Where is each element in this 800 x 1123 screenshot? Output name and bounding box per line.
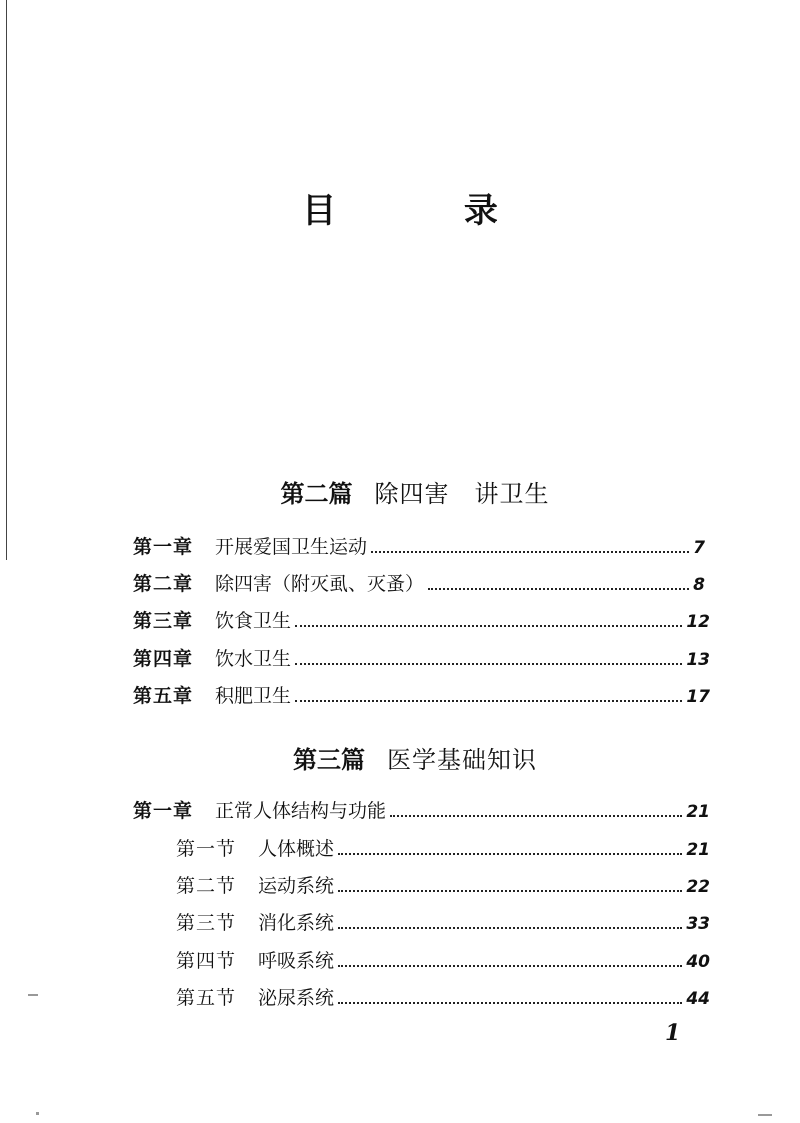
section-page: 33 bbox=[686, 914, 710, 934]
section-title: 人体概述 bbox=[258, 838, 335, 860]
chapter-title: 开展爱国卫生运动 bbox=[215, 536, 368, 558]
chapter-page: 7 bbox=[693, 538, 705, 558]
section-label: 第三节 bbox=[176, 912, 237, 934]
dot-leader bbox=[295, 700, 682, 702]
dot-leader bbox=[338, 1002, 682, 1004]
dot-leader bbox=[428, 588, 689, 590]
dot-leader bbox=[295, 625, 682, 627]
toc-entry[interactable] bbox=[133, 532, 705, 559]
section-page: 44 bbox=[686, 989, 710, 1009]
chapter-page: 8 bbox=[693, 575, 705, 595]
section-label: 第二节 bbox=[176, 875, 237, 897]
chapter-label: 第二章 bbox=[133, 573, 194, 595]
chapter-label: 第五章 bbox=[133, 685, 194, 707]
section-label: 第四节 bbox=[176, 950, 237, 972]
chapter-page: 12 bbox=[686, 612, 710, 632]
dot-leader bbox=[338, 965, 682, 967]
section-title: 运动系统 bbox=[258, 875, 335, 897]
section-page: 22 bbox=[686, 877, 710, 897]
chapter-page: 21 bbox=[686, 802, 710, 822]
dot-leader bbox=[371, 551, 689, 553]
chapter-title: 饮食卫生 bbox=[215, 610, 292, 632]
scan-speck bbox=[36, 1112, 39, 1115]
toc-entry[interactable] bbox=[133, 681, 710, 708]
page-title: 目 录 bbox=[302, 191, 556, 231]
page-number: 1 bbox=[665, 1020, 681, 1046]
chapter-title: 正常人体结构与功能 bbox=[215, 800, 387, 822]
chapter-title: 除四害（附灭虱、灭蚤） bbox=[215, 573, 425, 595]
scan-speck bbox=[758, 1114, 772, 1116]
dot-leader bbox=[338, 853, 682, 855]
section-label: 第五节 bbox=[176, 987, 237, 1009]
scan-speck bbox=[28, 994, 38, 996]
dot-leader bbox=[338, 927, 682, 929]
section-title: 消化系统 bbox=[258, 912, 335, 934]
dot-leader bbox=[295, 663, 682, 665]
part-heading-2 bbox=[0, 474, 800, 509]
toc-entry[interactable] bbox=[133, 606, 710, 633]
chapter-label: 第三章 bbox=[133, 610, 194, 632]
part-name: 医学基础知识 bbox=[387, 746, 537, 774]
part-heading-3 bbox=[0, 740, 800, 775]
toc-entry[interactable] bbox=[133, 644, 710, 671]
toc-entry[interactable] bbox=[133, 569, 705, 596]
part-number: 第二篇 bbox=[280, 480, 353, 508]
toc-entry[interactable] bbox=[176, 983, 710, 1010]
chapter-page: 13 bbox=[686, 650, 710, 670]
section-page: 21 bbox=[686, 840, 710, 860]
chapter-label: 第一章 bbox=[133, 536, 194, 558]
section-title: 呼吸系统 bbox=[258, 950, 335, 972]
part-name: 除四害 讲卫生 bbox=[374, 480, 550, 508]
dot-leader bbox=[390, 815, 682, 817]
part-number: 第三篇 bbox=[293, 746, 365, 774]
chapter-page: 17 bbox=[686, 687, 710, 707]
dot-leader bbox=[338, 890, 682, 892]
section-page: 40 bbox=[686, 952, 710, 972]
chapter-label: 第四章 bbox=[133, 648, 194, 670]
chapter-title: 饮水卫生 bbox=[215, 648, 292, 670]
chapter-label: 第一章 bbox=[133, 800, 194, 822]
toc-entry[interactable] bbox=[176, 908, 710, 935]
chapter-title: 积肥卫生 bbox=[215, 685, 292, 707]
toc-entry[interactable] bbox=[133, 796, 710, 823]
section-title: 泌尿系统 bbox=[258, 987, 335, 1009]
toc-entry[interactable] bbox=[176, 871, 710, 898]
toc-entry[interactable] bbox=[176, 946, 710, 973]
section-label: 第一节 bbox=[176, 838, 237, 860]
toc-entry[interactable] bbox=[176, 834, 710, 861]
